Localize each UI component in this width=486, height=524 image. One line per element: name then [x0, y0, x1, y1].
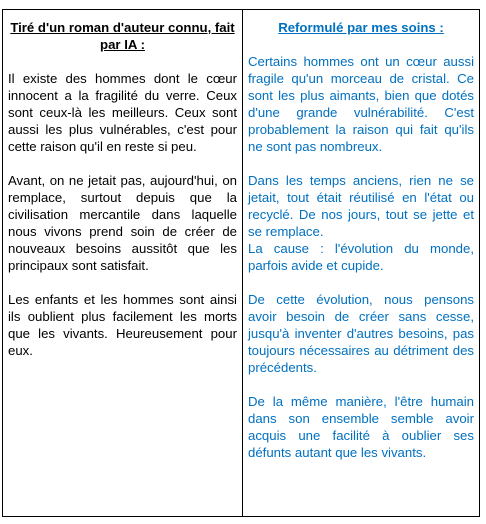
original-text-column [3, 10, 243, 516]
reworded-text-column [243, 10, 479, 516]
original-column-title: Tiré d'un roman d'auteur connu, fait par IA : [10, 20, 235, 52]
comparison-table [2, 9, 480, 517]
reworded-column-title: Reformulé par mes soins : [278, 20, 444, 35]
reworded-paragraph-3: La cause : l'évolution du monde, parfois avide et cupide. [248, 241, 474, 273]
reworded-paragraph-5: De la même manière, l'être humain dans son ensemble semble avoir acquis une facilité à oublier ses défunts autant que les vivants. [248, 394, 474, 460]
original-paragraph-1: Il existe des hommes dont le cœur innocent a la fragilité du verre. Ceux sont ceux-là les meilleurs. Ceux sont aussi les plus vulnérables, c'est pour cette raison qu'il en reste si peu. [8, 71, 237, 154]
reworded-paragraph-4: De cette évolution, nous pensons avoir besoin de créer sans cesse, jusqu'à inventer d'autres besoins, pas toujours nécessaires au détriment des précédents. [248, 292, 474, 375]
reworded-paragraph-2: Dans les temps anciens, rien ne se jetait, tout était réutilisé en l'état ou recyclé. De nos jours, tout se jette et se remplace. [248, 173, 474, 239]
reworded-paragraph-1: Certains hommes ont un cœur aussi fragile qu'un morceau de cristal. Ce sont les plus aimants, bien que dotés d'une grande vulnérabilité. C'est probablement la raison qui fait qu'ils ne sont pas nombreux. [248, 54, 474, 154]
original-paragraph-2: Avant, on ne jetait pas, aujourd'hui, on remplace, surtout depuis que la civilisation mercantile dans laquelle nous vivons prend soin de créer de nouveaux besoins aussitôt que les principaux sont satisfait. [8, 173, 237, 273]
original-paragraph-3: Les enfants et les hommes sont ainsi ils oublient plus facilement les morts que les vivants. Heureusement pour eux. [8, 292, 237, 358]
